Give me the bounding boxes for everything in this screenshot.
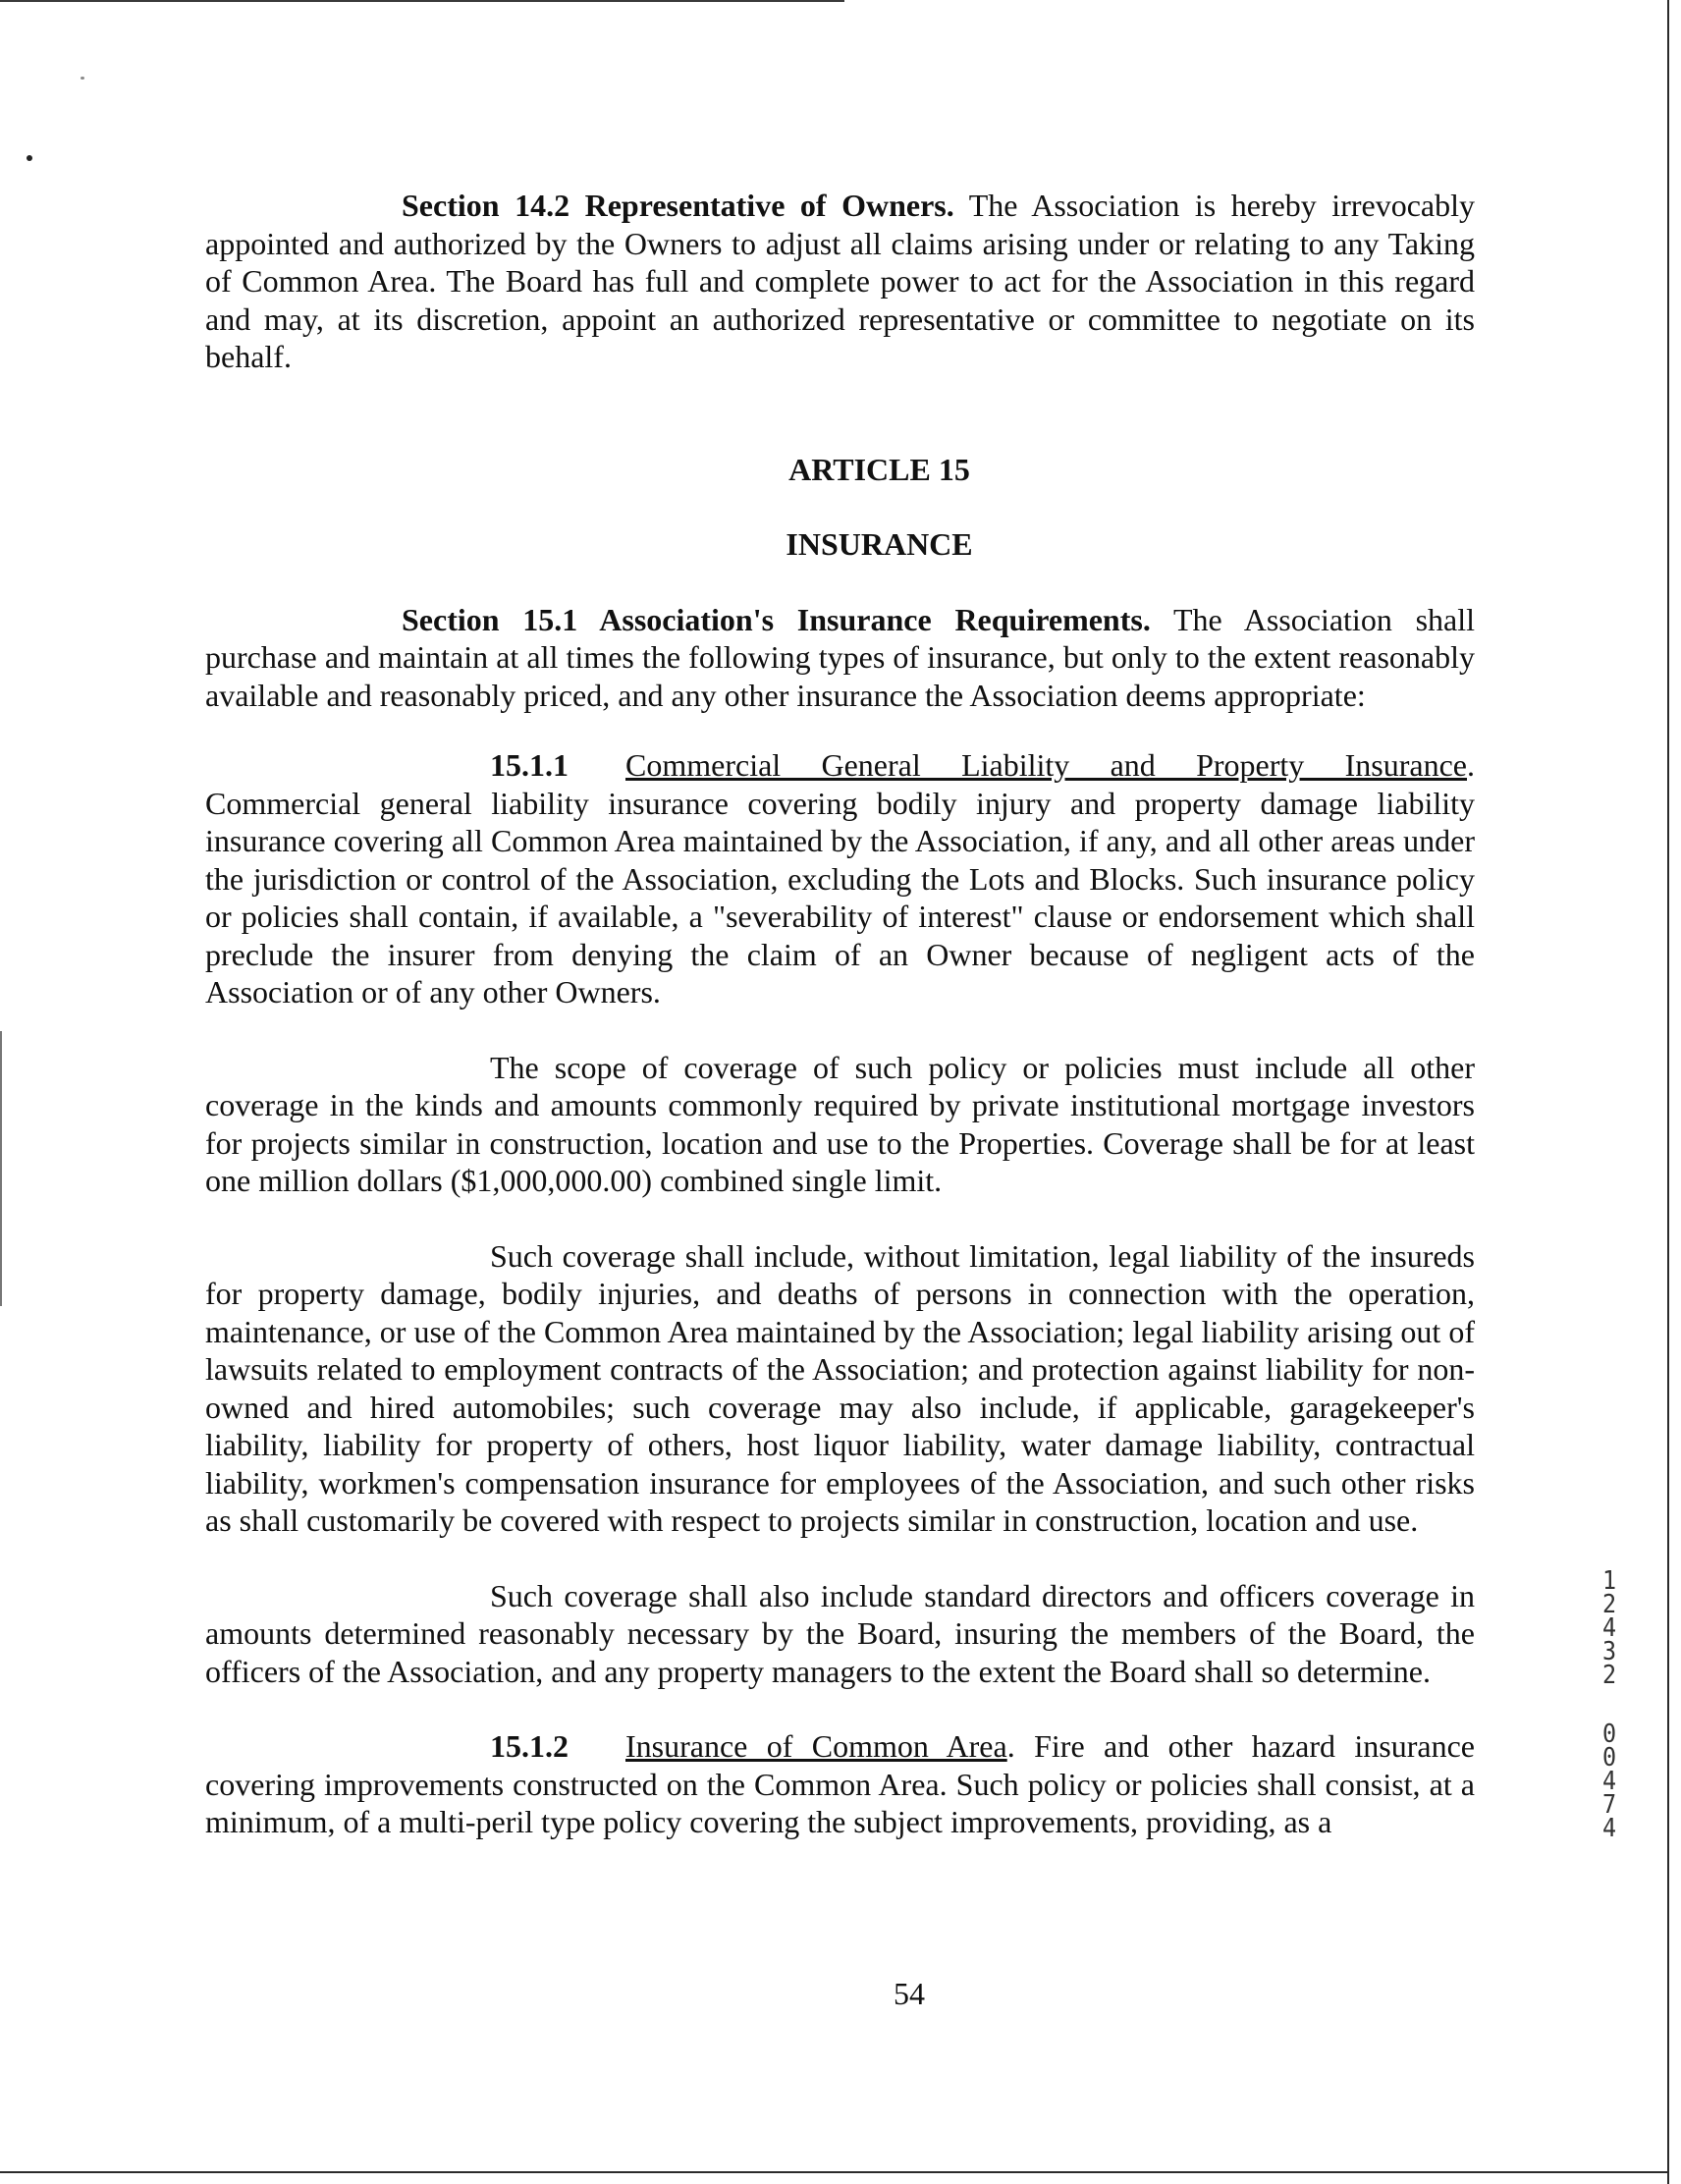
recording-stamp bbox=[1597, 1566, 1621, 1843]
article-title: ARTICLE 15 bbox=[788, 451, 970, 487]
scan-speck bbox=[27, 155, 32, 161]
recording-stamp-digit: 0 bbox=[1601, 1743, 1617, 1773]
section-14-2-text: The Association is hereby irrevocably appointed and authorized by the Owners to adjust all claims arising under or relating to any Taking of Common Area. The Board has full and complete power to act for the Association in this regard and may, at its discretion, appoint an authorized representative or committee to negotiate on its behalf. bbox=[205, 188, 1476, 374]
recording-stamp-digit: 7 bbox=[1601, 1790, 1617, 1820]
subsection-15-1-1-title-end: . bbox=[1467, 747, 1475, 783]
scan-border-right bbox=[1667, 0, 1669, 2184]
scan-border-bottom bbox=[0, 2171, 1669, 2173]
subsection-15-1-1-directors-paragraph: Such coverage shall also include standard directors and officers coverage in amounts determined reasonably necessary by the Board, insuring the members of the Board, the officers of the Association, and any property managers to the extent the Board shall so determine. bbox=[205, 1577, 1475, 1689]
recording-stamp-digit: 2 bbox=[1601, 1661, 1617, 1690]
recording-stamp-digit: 0 bbox=[1601, 1720, 1617, 1749]
scan-speck bbox=[81, 77, 84, 80]
subsection-15-1-1-number: 15.1.1 bbox=[490, 747, 569, 783]
subsection-15-1-2-text: . Fire and other hazard insurance covering improvements constructed on the Common Area. Such policy or policies shall consist, at a minimum, of a multi-peril type policy covering the subject improvements, providing, as a bbox=[205, 1728, 1476, 1839]
subsection-15-1-2-title: Insurance of Common Area bbox=[625, 1728, 1007, 1764]
section-14-2-heading: Section 14.2 Representative of Owners. bbox=[402, 188, 954, 223]
subsection-15-1-1-text: Commercial general liability insurance covering bodily injury and property damage liability insurance covering all Common Area maintained by the Association, if any, and all other areas under the jurisdiction or control of the Association, excluding the Lots and Blocks. Such insurance policy or policies shall contain, if available, a "severability of interest" clause or endorsement which shall preclude the insurer from denying the claim of an Owner because of negligent acts of the Association or of any other Owners. bbox=[205, 785, 1475, 1010]
section-15-1-paragraph bbox=[205, 601, 1475, 715]
recording-stamp-digit: 2 bbox=[1601, 1590, 1617, 1619]
recording-stamp-gap bbox=[1597, 1687, 1621, 1722]
recording-stamp-digit: 1 bbox=[1601, 1566, 1617, 1596]
recording-stamp-digit: 3 bbox=[1601, 1637, 1617, 1666]
section-14-2-paragraph bbox=[205, 187, 1475, 376]
recording-stamp-digit: 4 bbox=[1601, 1613, 1617, 1643]
subsection-15-1-1-title: Commercial General Liability and Property Insurance bbox=[625, 747, 1467, 783]
page-number: 54 bbox=[894, 1976, 925, 2011]
section-15-1-text: The Association shall purchase and maintain at all times the following types of insurance, but only to the extent reasonably available and reasonably priced, and any other insurance the Association deems appropriate: bbox=[205, 601, 1476, 713]
subsection-15-1-2-paragraph bbox=[205, 1727, 1475, 1841]
subsection-15-1-1-scope-paragraph: The scope of coverage of such policy or policies must include all other coverage in the kinds and amounts commonly required by private institutional mortgage investors for projects similar in construction, location and use to the Properties. Coverage shall be for at least one million dollars ($1,000,000.00) combined single limit. bbox=[205, 1049, 1475, 1198]
subsection-15-1-1-coverage-paragraph: Such coverage shall include, without limitation, legal liability of the insureds for property damage, bodily injuries, and deaths of persons in connection with the operation, maintenance, or use of the Common Area maintained by the Association; legal liability arising out of lawsuits related to employment contracts of the Association; and protection against liability for non-owned and hired automobiles; such coverage may also include, if applicable, garagekeeper's liability, liability for property of others, host liquor liability, water damage liability, contractual liability, workmen's compensation insurance for employees of the Association, and such other risks as shall customarily be covered with respect to projects similar in construction, location and use. bbox=[205, 1237, 1475, 1538]
recording-stamp-digit: 4 bbox=[1601, 1767, 1617, 1796]
article-subtitle: INSURANCE bbox=[786, 526, 973, 562]
scan-border-left-mark bbox=[0, 1031, 2, 1306]
subsection-15-1-2-number: 15.1.2 bbox=[490, 1728, 569, 1764]
scan-border-top bbox=[0, 0, 844, 2]
subsection-15-1-1-paragraph bbox=[205, 746, 1475, 1011]
section-15-1-heading: Section 15.1 Association's Insurance Requirements. bbox=[402, 601, 1151, 637]
recording-stamp-digit: 4 bbox=[1601, 1814, 1617, 1843]
document-body bbox=[205, 187, 1475, 1841]
